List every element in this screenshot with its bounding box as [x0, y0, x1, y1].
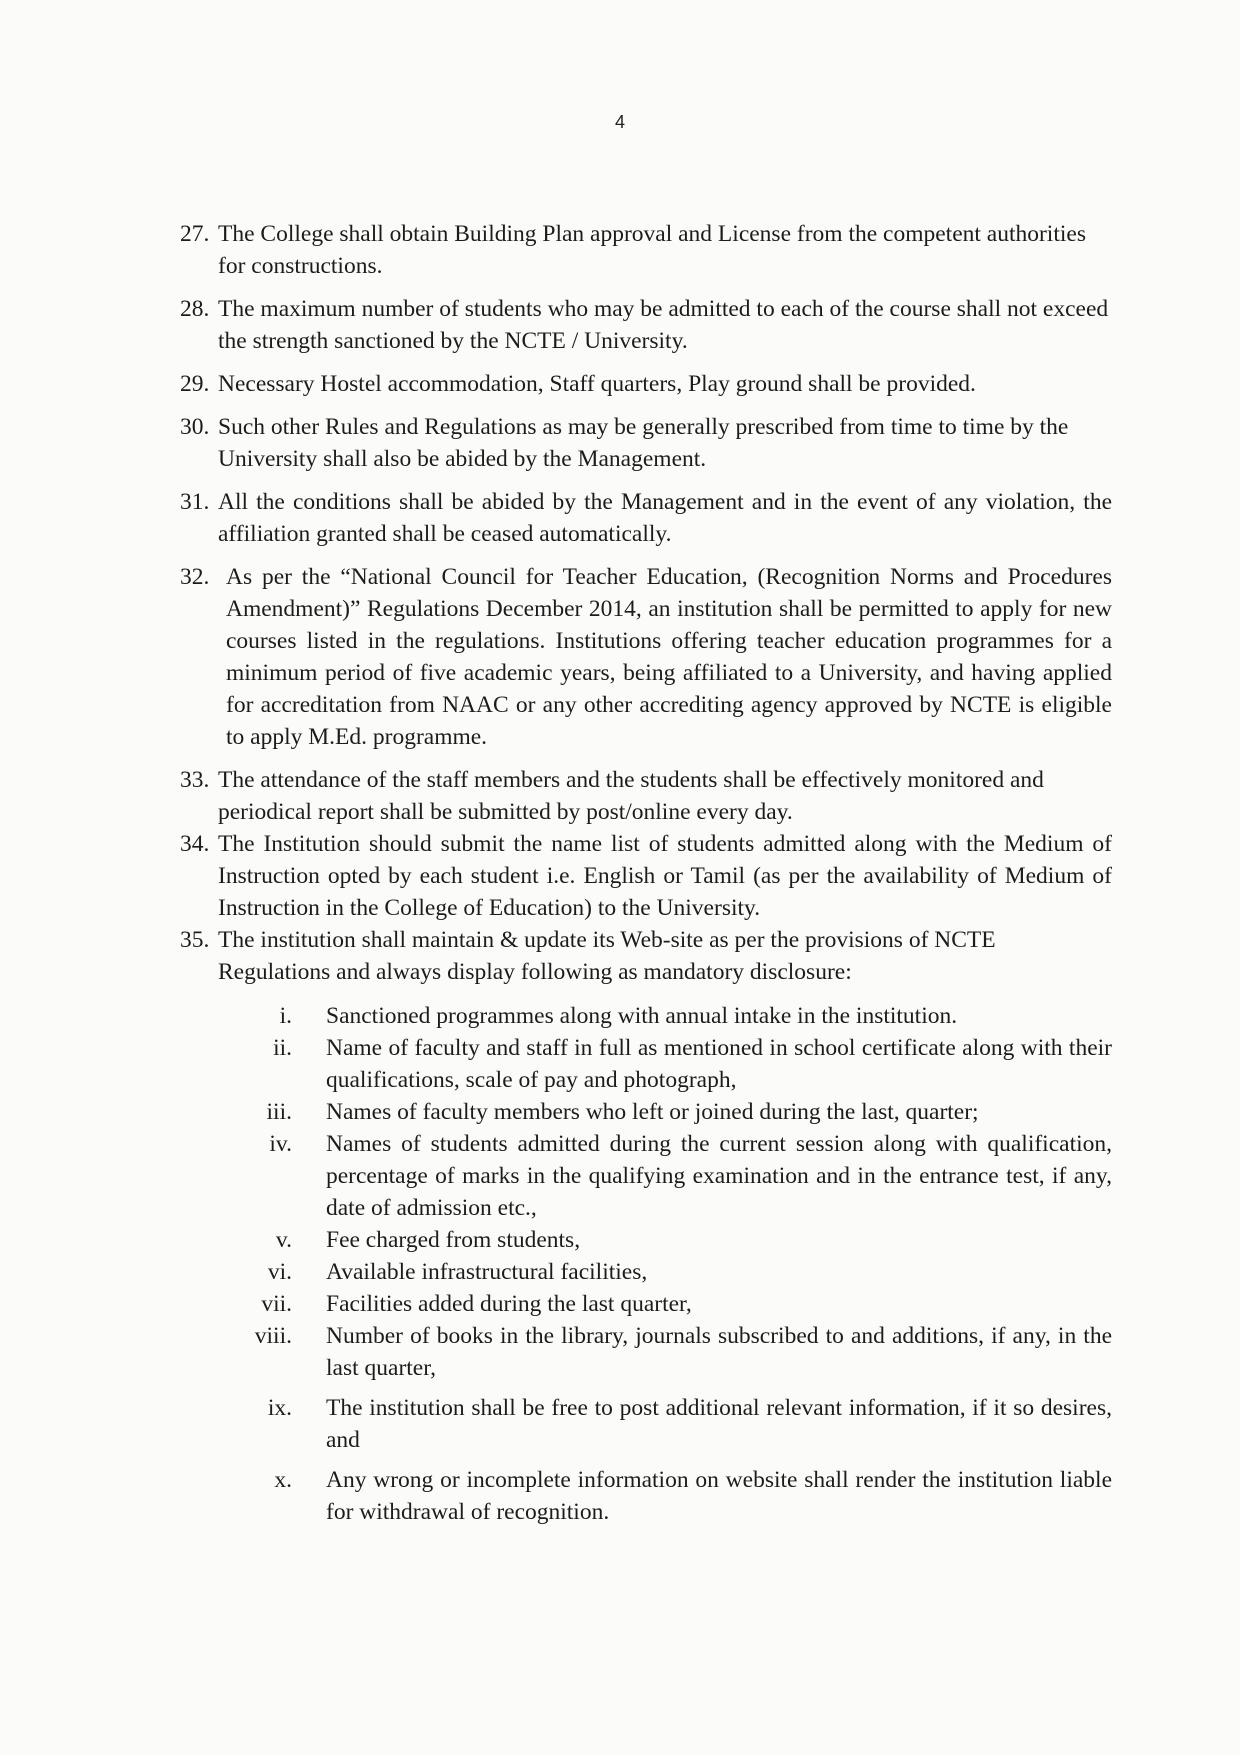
sub-item-text: Name of faculty and staff in full as mentioned in school certificate along with their qualifications, scale of pay and photograph,: [326, 1035, 1112, 1093]
item-text: The institution shall maintain & update its Web-site as per the provisions of NCTE Regulations and always display following as mandatory disclosure:: [218, 927, 996, 985]
sub-item-text: The institution shall be free to post additional relevant information, if it so desires, and: [326, 1395, 1112, 1453]
sub-item-number: i.: [279, 1003, 292, 1029]
sub-item-number: x.: [274, 1467, 292, 1493]
sub-item-number: ii.: [273, 1035, 292, 1061]
sub-list-item: [218, 1256, 1112, 1288]
item-number: 29.: [180, 371, 210, 397]
sub-list-item: [218, 1000, 1112, 1032]
sub-item-number: ix.: [267, 1395, 292, 1421]
list-item: [180, 561, 1112, 753]
item-number: 35.: [180, 927, 210, 953]
list-item: [180, 368, 1112, 400]
sub-item-number: iii.: [266, 1099, 292, 1125]
sub-item-text: Sanctioned programmes along with annual intake in the institution.: [326, 1003, 958, 1029]
item-text: Necessary Hostel accommodation, Staff quarters, Play ground shall be provided.: [218, 371, 976, 397]
sub-item-number: v.: [275, 1227, 292, 1253]
item-number: 34.: [180, 831, 210, 857]
sub-item-number: iv.: [269, 1131, 292, 1157]
list-item: [180, 293, 1112, 357]
sub-item-text: Facilities added during the last quarter,: [326, 1291, 692, 1317]
sub-list-item: [218, 1096, 1112, 1128]
list-item: [180, 764, 1112, 828]
page-number: 4: [614, 112, 625, 132]
sub-item-number: vi.: [267, 1259, 292, 1285]
document-body: [180, 218, 1112, 1528]
sub-list-item: [218, 1224, 1112, 1256]
item-text: The College shall obtain Building Plan approval and License from the competent authorities for constructions.: [218, 221, 1086, 279]
item-text: Such other Rules and Regulations as may be generally prescribed from time to time by the University shall also be abided by the Management.: [218, 414, 1069, 472]
sub-list-item: [218, 1032, 1112, 1096]
sub-item-text: Any wrong or incomplete information on website shall render the institution liable for withdrawal of recognition.: [326, 1467, 1112, 1525]
sub-list-item: [218, 1392, 1112, 1456]
sub-item-text: Fee charged from students,: [326, 1227, 581, 1253]
sub-item-text: Available infrastructural facilities,: [326, 1259, 648, 1285]
item-number: 28.: [180, 296, 210, 322]
sub-list-item: [218, 1288, 1112, 1320]
sub-item-number: vii.: [261, 1291, 292, 1317]
sub-list-item: [218, 1464, 1112, 1528]
sub-list-item: [218, 1128, 1112, 1224]
list-item: [180, 411, 1112, 475]
item-text: The attendance of the staff members and the students shall be effectively monitored and periodical report shall be submitted by post/online every day.: [218, 767, 1044, 825]
sub-list-item: [218, 1320, 1112, 1384]
sub-item-text: Names of faculty members who left or joined during the last, quarter;: [326, 1099, 979, 1125]
item-text: The Institution should submit the name list of students admitted along with the Medium of Instruction opted by each student i.e. English or Tamil (as per the availability of Medium of Instruction in the College of Education) to the University.: [218, 831, 1112, 921]
list-item: [180, 486, 1112, 550]
list-item: [180, 924, 1112, 1528]
list-item: [180, 828, 1112, 924]
sub-item-text: Number of books in the library, journals subscribed to and additions, if any, in the last quarter,: [326, 1323, 1112, 1381]
item-number: 30.: [180, 414, 210, 440]
mandatory-disclosure-list: [218, 1000, 1112, 1528]
item-number: 31.: [180, 489, 210, 515]
item-number: 32.: [180, 564, 210, 590]
sub-item-text: Names of students admitted during the current session along with qualification, percentage of marks in the qualifying examination and in the entrance test, if any, date of admission etc.,: [326, 1131, 1112, 1221]
item-number: 27.: [180, 221, 210, 247]
item-text: The maximum number of students who may be admitted to each of the course shall not exceed the strength sanctioned by the NCTE / University.: [218, 296, 1109, 354]
item-number: 33.: [180, 767, 210, 793]
sub-item-number: viii.: [254, 1323, 292, 1349]
item-text: As per the “National Council for Teacher Education, (Recognition Norms and Procedures Amendment)” Regulations December 2014, an institution shall be permitted to apply for new courses listed in the regulations. Institutions offering teacher education programmes for a minimum period of five academic years, being affiliated to a University, and having applied for accreditation from NAAC or any other accrediting agency approved by NCTE is eligible to apply M.Ed. programme.: [226, 564, 1112, 750]
list-item: [180, 218, 1112, 282]
item-text: All the conditions shall be abided by the Management and in the event of any violation, the affiliation granted shall be ceased automatically.: [218, 489, 1112, 547]
